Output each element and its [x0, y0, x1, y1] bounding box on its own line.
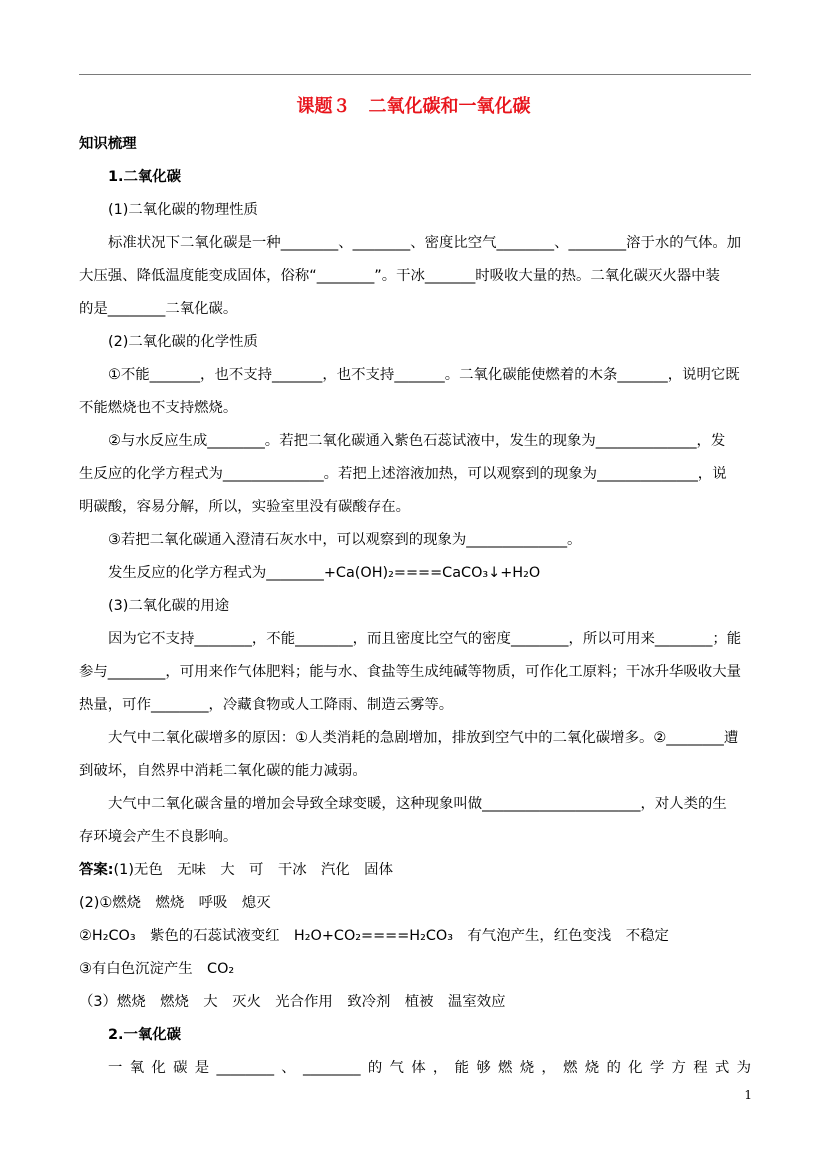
page-title: 课题３ 二氧化碳和一氧化碳	[296, 96, 531, 117]
paragraph-line: 因为它不支持________，不能________，而且密度比空气的密度________，所以可用来________；能	[108, 631, 742, 647]
paragraph-line: ②与水反应生成________。若把二氧化碳通入紫色石蕊试液中，发生的现象为______________，发	[108, 433, 726, 449]
paragraph-line: 到破坏，自然界中消耗二氧化碳的能力减弱。	[79, 763, 367, 779]
document-body	[79, 128, 751, 1085]
paragraph-line: 大压强、降低温度能变成固体，俗称“________”。干冰_______时吸收大量的热。二氧化碳灭火器中装	[79, 268, 720, 284]
paragraph-line: ①不能_______，也不支持_______，也不支持_______。二氧化碳能使燃着的木条_______，说明它既	[108, 367, 740, 383]
answer-line: (2)①燃烧 燃烧 呼吸 熄灭	[79, 895, 271, 911]
paragraph-line: 一氧化碳是________、________的气体，能够燃烧，燃烧的化学方程式为	[108, 1060, 751, 1076]
paragraph-line: 生反应的化学方程式为______________。若把上述溶液加热，可以观察到的现象为______________，说	[79, 466, 727, 482]
paragraph-line: 的是________二氧化碳。	[79, 301, 238, 317]
paragraph-line: 不能燃烧也不支持燃烧。	[79, 400, 238, 416]
paragraph-line: 参与________，可用来作气体肥料；能与水、食盐等生成纯碱等物质，可作化工原料；干冰升华吸收大量	[79, 664, 741, 680]
equation-line: 发生反应的化学方程式为________+Ca(OH)₂====CaCO₃↓+H₂O	[108, 565, 541, 581]
subheading-physical-properties: (1)二氧化碳的物理性质	[108, 202, 258, 218]
subsection-heading-co: 2.一氧化碳	[108, 1027, 182, 1043]
paragraph-line: 存环境会产生不良影响。	[79, 829, 238, 845]
header-rule	[79, 74, 751, 75]
answer-text: (1)无色 无味 大 可 干冰 汽化 固体	[113, 862, 393, 878]
paragraph-line: 标准状况下二氧化碳是一种________、________、密度比空气________、________溶于水的气体。加	[108, 235, 742, 251]
paragraph-line: 大气中二氧化碳增多的原因：①人类消耗的急剧增加，排放到空气中的二氧化碳增多。②________遭	[108, 730, 739, 746]
subsection-heading-co2: 1.二氧化碳	[108, 169, 182, 185]
paragraph-line: 热量，可作________，冷藏食物或人工降雨、制造云雾等。	[79, 697, 454, 713]
answer-line	[79, 854, 751, 887]
answer-line: ③有白色沉淀产生 CO₂	[79, 961, 235, 977]
paragraph-line: ③若把二氧化碳通入澄清石灰水中，可以观察到的现象为______________。	[108, 532, 582, 548]
answer-label: 答案:	[79, 862, 114, 878]
paragraph-line: 大气中二氧化碳含量的增加会导致全球变暖，这种现象叫做______________________，对人类的生	[108, 796, 727, 812]
page-number: 1	[744, 1088, 752, 1102]
answer-line: （3）燃烧 燃烧 大 灭火 光合作用 致冷剂 植被 温室效应	[79, 994, 506, 1010]
section-heading: 知识梳理	[79, 136, 137, 152]
answer-line: ②H₂CO₃ 紫色的石蕊试液变红 H₂O+CO₂====H₂CO₃ 有气泡产生，红色变浅 不稳定	[79, 928, 669, 944]
subheading-uses: (3)二氧化碳的用途	[108, 598, 230, 614]
paragraph-line: 明碳酸，容易分解，所以，实验室里没有碳酸存在。	[79, 499, 410, 515]
subheading-chemical-properties: (2)二氧化碳的化学性质	[108, 334, 258, 350]
